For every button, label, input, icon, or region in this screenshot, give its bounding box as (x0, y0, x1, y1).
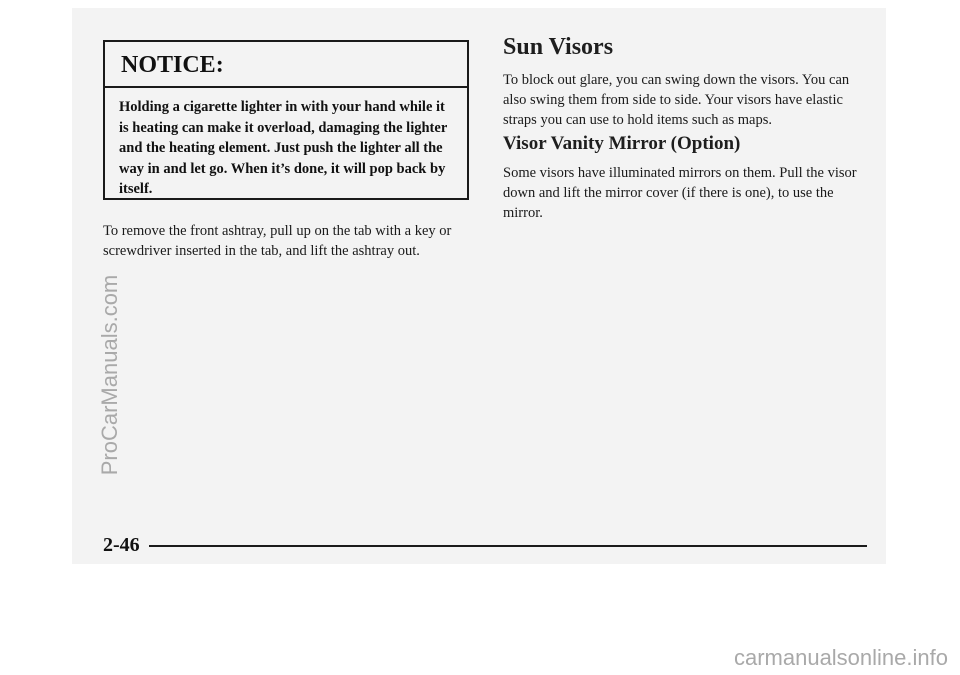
notice-box (103, 40, 469, 200)
side-watermark: ProCarManuals.com (97, 274, 122, 476)
sun-visors-paragraph: To block out glare, you can swing down the visors. You can also swing them from side to side. Your visors have elastic straps you can use to hold items such as maps. (503, 72, 850, 128)
footer-rule (149, 545, 867, 547)
notice-title: NOTICE: (105, 42, 467, 88)
bottom-watermark: carmanualsonline.info (733, 645, 948, 670)
vanity-mirror-heading: Visor Vanity Mirror (Option) (503, 133, 741, 154)
sun-visors-heading: Sun Visors (503, 34, 614, 60)
page-number: 2-46 (103, 534, 140, 556)
ashtray-paragraph: To remove the front ashtray, pull up on the tab with a key or screwdriver inserted in the tab, and lift the ashtray out. (103, 223, 452, 259)
notice-text: Holding a cigarette lighter in with your hand while it is heating can make it overload, damaging the lighter and the heating element. Just push the lighter all the way in and let go. When it’s done, it will pop back by itself. (119, 99, 447, 197)
vanity-mirror-paragraph: Some visors have illuminated mirrors on them. Pull the visor down and lift the mirror cover (if there is one), to use the mirror. (503, 165, 857, 221)
